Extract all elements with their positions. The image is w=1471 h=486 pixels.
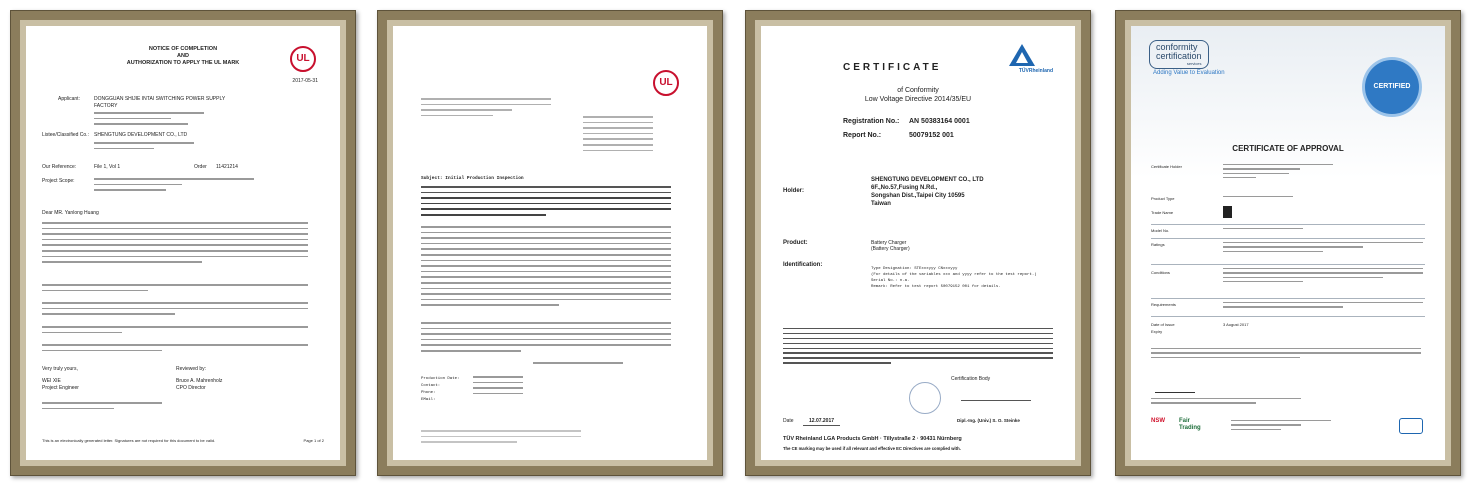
certified-seal-icon: CERTIFIED	[1365, 60, 1419, 114]
holder-label: Certificate Holder	[1151, 164, 1182, 169]
brand-services: services	[1186, 61, 1202, 66]
directive: Low Voltage Directive 2014/35/EU	[864, 96, 972, 103]
of-conformity: of Conformity	[897, 87, 939, 94]
approval-title: CERTIFICATE OF APPROVAL	[1232, 144, 1344, 153]
ul-inspection-document	[393, 26, 707, 460]
very-truly-yours: Very truly yours,	[42, 366, 78, 372]
doc-title-line3: AUTHORIZATION TO APPLY THE UL MARK	[126, 60, 240, 66]
approval-certificate-document	[1131, 26, 1445, 460]
certification-stamp-icon	[909, 382, 941, 414]
listee-value: SHENGTUNG DEVELOPMENT CO., LTD	[94, 132, 188, 138]
tuv-certificate-document	[761, 26, 1075, 460]
tuv-brand: TÜVRheinland	[1018, 68, 1053, 74]
tuv-footer: TÜV Rheinland LGA Products GmbH · Tillystraße 2 · 90431 Nürnberg	[783, 436, 962, 442]
conformity-logo	[1149, 40, 1209, 69]
certificate-frame-approval	[1115, 10, 1461, 476]
reviewed-by: Reviewed by:	[176, 366, 207, 372]
doc-footer: This is an electronically generated letter. Signatures are not required for this document to be valid.	[42, 438, 216, 443]
salutation: Dear MR. Yanlong Huang	[42, 210, 99, 216]
signer-name: Dipl.-Ing. (Univ.) S. O. Steinke	[957, 418, 1020, 423]
signature	[961, 386, 1031, 401]
product-label: Product:	[783, 240, 808, 246]
certificate-frame-tuv	[745, 10, 1091, 476]
signer-name-1: WEI XIE	[42, 378, 61, 384]
page-number: Page 1 of 2	[303, 438, 324, 443]
fair-trading-logo	[1179, 418, 1201, 432]
identification-label: Identification:	[783, 262, 823, 268]
doc-title-line1: NOTICE OF COMPLETION	[148, 46, 218, 52]
model-label: Model No.	[1151, 228, 1170, 233]
ul-logo-icon: UL	[290, 46, 316, 72]
brand-certification: certification	[1156, 51, 1202, 61]
our-reference-label: Our Reference:	[42, 164, 77, 170]
date-label: Date	[783, 418, 794, 424]
nsw-text: NSW	[1151, 418, 1165, 424]
certification-body: Certification Body	[951, 376, 991, 382]
product-subtitle: (Battery Charger)	[871, 246, 910, 252]
holder-line1: SHENGTUNG DEVELOPMENT CO., LTD	[871, 177, 984, 183]
brand-conformity: conformity	[1156, 42, 1198, 52]
report-label: Report No.:	[843, 132, 882, 139]
tuv-logo-icon	[1009, 44, 1035, 66]
ul-notice-document	[26, 26, 340, 460]
date-of-issue-value: 3 August 2017	[1223, 322, 1249, 327]
order-label: Order	[194, 164, 207, 170]
product-value: Battery Charger	[871, 240, 907, 246]
project-scope-label: Project Scope:	[42, 178, 75, 184]
date-value: 12.07.2017	[803, 418, 840, 426]
email-label: EMail:	[421, 398, 436, 402]
signer-title-2: CPO Director	[176, 385, 206, 391]
trade-name-label: Trade Name	[1151, 210, 1174, 215]
contact-label: Contact:	[421, 384, 441, 388]
trade-mark-icon	[1223, 206, 1232, 218]
identification-line1: Type Designation: STExxxyyy CNxxxyyy	[871, 267, 958, 271]
signer-title-1: Project Engineer	[42, 385, 79, 391]
identification-line2: (For details of the variables xxx and yyyy refer to the test report.)	[871, 273, 1037, 277]
product-type-label: Product Type	[1151, 196, 1175, 201]
date-of-issue-label: Date of Issue	[1151, 322, 1175, 327]
signer-name-2: Bruce A. Mahrenholz	[176, 378, 223, 384]
holder-line4: Taiwan	[871, 201, 891, 207]
ul-logo-icon: UL	[653, 70, 679, 96]
certificate-frame-ul-notice	[10, 10, 356, 476]
identification-line3: Serial No.: n.a.	[871, 279, 910, 283]
applicant-value: DONGGUAN SHIJIE INTAI SWITCHING POWER SUPPLY FACTORY	[94, 96, 226, 109]
fair-text: Fair	[1179, 418, 1191, 424]
registration-number: AN 50383164 0001	[909, 118, 970, 125]
approval-signature	[1155, 378, 1195, 393]
ce-note: The CE marking may be used if all relevant and effective EC Directives are complied with.	[783, 446, 961, 451]
production-date-label: Production Date:	[421, 377, 460, 381]
certificate-title: CERTIFICATE	[843, 62, 942, 73]
holder-line3: Songshan Dist.,Taipei City 10595	[871, 193, 965, 199]
requirements-label: Requirements	[1151, 302, 1176, 307]
order-value: 11421214	[216, 164, 238, 170]
certificate-frame-ul-inspection	[377, 10, 723, 476]
registration-label: Registration No.:	[843, 118, 900, 125]
listee-label: Listee/Classified Co.:	[42, 132, 89, 138]
holder-label: Holder:	[783, 188, 804, 194]
doc-title-line2: AND	[177, 53, 189, 59]
doc-date: 2017-05-31	[292, 78, 318, 84]
conditions-label: Conditions	[1151, 270, 1170, 275]
rcm-mark-icon	[1399, 418, 1423, 434]
identification-line4: Remark: Refer to test report 50079152 001 for details.	[871, 285, 1001, 289]
holder-line2: 6F.,No.57,Fusing N.Rd.,	[871, 185, 938, 191]
phone-label: Phone:	[421, 391, 436, 395]
inspection-heading: Subject: Initial Production Inspection	[421, 176, 524, 181]
brand-tagline: Adding Value to Evaluation	[1153, 70, 1225, 76]
applicant-label: Applicant:	[58, 96, 80, 102]
expiry-label: Expiry	[1151, 329, 1163, 334]
our-reference-value: File 1, Vol 1	[94, 164, 121, 170]
trading-text: Trading	[1179, 425, 1201, 431]
ratings-label: Ratings	[1151, 242, 1165, 247]
report-number: 50079152 001	[909, 132, 954, 139]
nsw-logo	[1151, 418, 1165, 425]
